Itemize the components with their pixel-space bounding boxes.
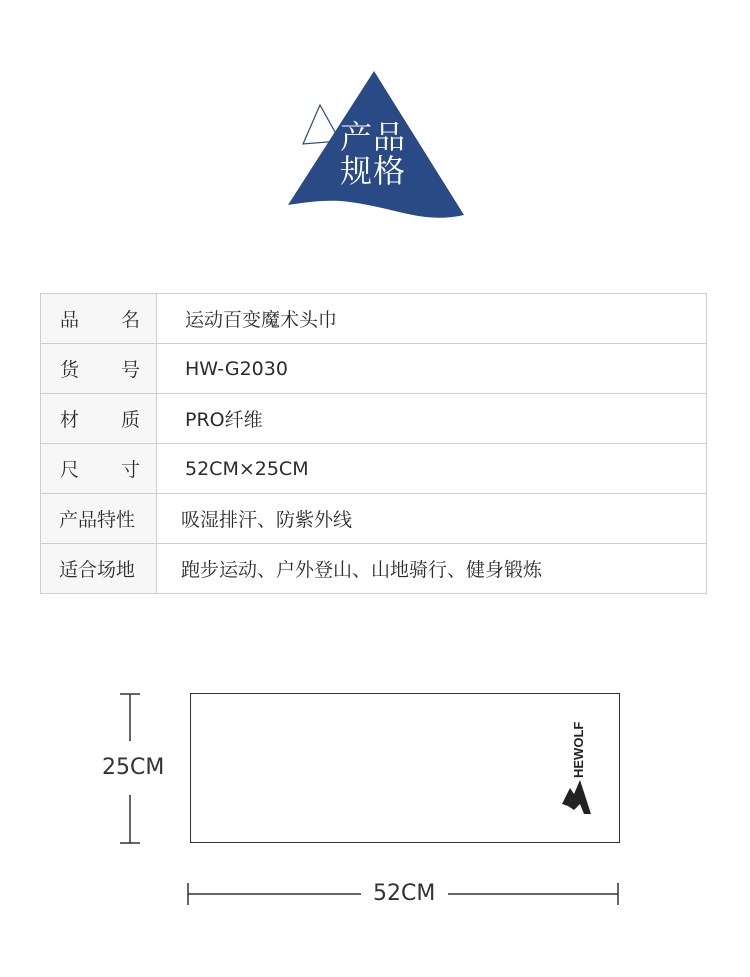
- key-char: 尺: [60, 459, 80, 481]
- spec-table: [40, 293, 707, 594]
- width-label: 52CM: [373, 881, 436, 906]
- row-key: [41, 294, 157, 344]
- table-row: [41, 494, 707, 544]
- table-row: [41, 444, 707, 494]
- hewolf-logo: [560, 720, 594, 820]
- row-value: HW-G2030: [157, 344, 707, 394]
- table-row: [41, 344, 707, 394]
- row-key: [41, 444, 157, 494]
- height-label: 25CM: [102, 755, 165, 780]
- row-key: [41, 344, 157, 394]
- key-char: 材: [60, 409, 80, 431]
- towel-outline: [190, 693, 620, 843]
- table-row: [41, 294, 707, 344]
- key-char: 货: [60, 359, 80, 381]
- key-char: 质: [120, 409, 140, 431]
- key-char: 名: [120, 309, 140, 331]
- key-char: 寸: [120, 459, 140, 481]
- key-char: 品: [60, 309, 80, 331]
- table-row: [41, 544, 707, 594]
- row-key: 产品特性: [41, 494, 157, 544]
- key-char: 号: [120, 359, 140, 381]
- wolf-mountain-icon: [562, 780, 591, 814]
- row-value: 跑步运动、户外登山、山地骑行、健身锻炼: [157, 544, 707, 594]
- title-line-1: 产品: [340, 118, 407, 156]
- title-line-2: 规格: [340, 152, 407, 190]
- row-value: 运动百变魔术头巾: [157, 294, 707, 344]
- row-value: PRO纤维: [157, 394, 707, 444]
- row-key: 适合场地: [41, 544, 157, 594]
- page-title: [340, 120, 420, 188]
- row-value: 吸湿排汗、防紫外线: [157, 494, 707, 544]
- table-row: [41, 394, 707, 444]
- row-value: 52CM×25CM: [157, 444, 707, 494]
- row-key: [41, 394, 157, 444]
- logo-text: HEWOLF: [571, 721, 586, 778]
